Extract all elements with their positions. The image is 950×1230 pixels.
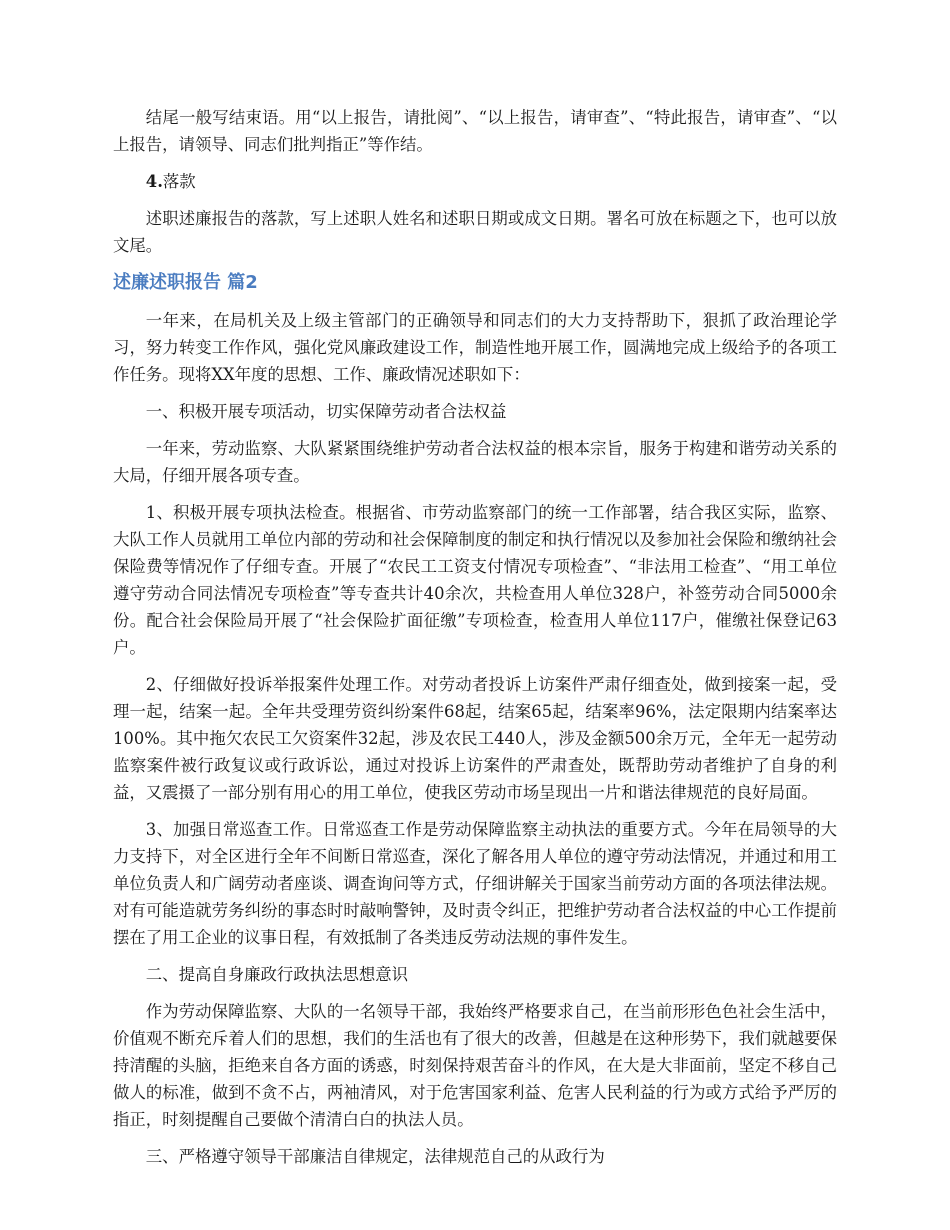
heading-two: 二、提高自身廉政行政执法思想意识 bbox=[145, 965, 409, 984]
section-title: 述廉述职报告 篇2 bbox=[113, 272, 258, 293]
item4-label: 落款 bbox=[162, 172, 196, 191]
paragraph-2: 1、积极开展专项执法检查。根据省、市劳动监察部门的统一工作部署，结合我区实际，监察、大队工作人员就用工单位内部的劳动和社会保障制度的制定和执行情况以及参加社会保险和缴纳社会保险费等情况作了仔细专查。开展了“农民工工资支付情况专项检查”、“非法用工检查”、“用工单位遵守劳动合同法情况专项检查”等专查共计40余次，共检查用人单位328户，补签劳动合同5000余份。配合社会保险局开展了“社会保险扩面征缴”专项检查，检查用人单位117户，催缴社保登记63户。 bbox=[113, 503, 837, 657]
paragraph-5: 作为劳动保障监察、大队的一名领导干部，我始终严格要求自己，在当前形形色色社会生活中，价值观不断充斥着人们的思想，我们的生活也有了很大的改善，但越是在这种形势下，我们就越要保持清醒的头脑，拒绝来自各方面的诱惑，时刻保持艰苦奋斗的作风，在大是大非面前，坚定不移自己做人的标准，做到不贪不占，两袖清风，对于危害国家利益、危害人民利益的行为或方式给予严厉的指正，时刻提醒自己要做个清清白白的执法人员。 bbox=[113, 1002, 837, 1129]
item4-number: 4. bbox=[145, 172, 163, 191]
heading-three: 三、严格遵守领导干部廉洁自律规定，法律规范自己的从政行为 bbox=[145, 1147, 605, 1166]
heading-one: 一、积极开展专项活动，切实保障劳动者合法权益 bbox=[145, 402, 507, 421]
paragraph-1: 一年来，劳动监察、大队紧紧围绕维护劳动者合法权益的根本宗旨，服务于构建和谐劳动关系的大局，仔细开展各项专查。 bbox=[113, 439, 837, 485]
signature-paragraph: 述职述廉报告的落款，写上述职人姓名和述职日期或成文日期。署名可放在标题之下，也可以放文尾。 bbox=[113, 209, 837, 255]
opening-paragraph: 一年来，在局机关及上级主管部门的正确领导和同志们的大力支持帮助下，狠抓了政治理论学习，努力转变工作作风，强化党风廉政建设工作，制造性地开展工作，圆满地完成上级给予的各项工作任务。现将XX年度的思想、工作、廉政情况述职如下： bbox=[113, 311, 837, 384]
paragraph-3: 2、仔细做好投诉举报案件处理工作。对劳动者投诉上访案件严肃仔细查处，做到接案一起，受理一起，结案一起。全年共受理劳资纠纷案件68起，结案65起，结案率96%，法定限期内结案率达100%。其中拖欠农民工欠资案件32起，涉及农民工440人，涉及金额500余万元，全年无一起劳动监察案件被行政复议或行政诉讼，通过对投诉上访案件的严肃查处，既帮助劳动者维护了自身的利益，又震摄了一部分别有用心的用工单位，使我区劳动市场呈现出一片和谐法律规范的良好局面。 bbox=[113, 675, 837, 802]
closing-paragraph: 结尾一般写结束语。用“以上报告，请批阅”、“以上报告，请审查”、“特此报告，请审查”、“以上报告，请领导、同志们批判指正”等作结。 bbox=[113, 108, 837, 154]
document-page bbox=[113, 104, 837, 1180]
paragraph-4: 3、加强日常巡查工作。日常巡查工作是劳动保障监察主动执法的重要方式。今年在局领导的大力支持下，对全区进行全年不间断日常巡查，深化了解各用人单位的遵守劳动法情况，并通过和用工单位负责人和广阔劳动者座谈、调查询问等方式，仔细讲解关于国家当前劳动方面的各项法律法规。对有可能造就劳务纠纷的事态时时敲响警钟，及时责令纠正，把维护劳动者合法权益的中心工作提前摆在了用工企业的议事日程，有效抵制了各类违反劳动法规的事件发生。 bbox=[113, 820, 837, 947]
item4-heading bbox=[113, 168, 837, 195]
